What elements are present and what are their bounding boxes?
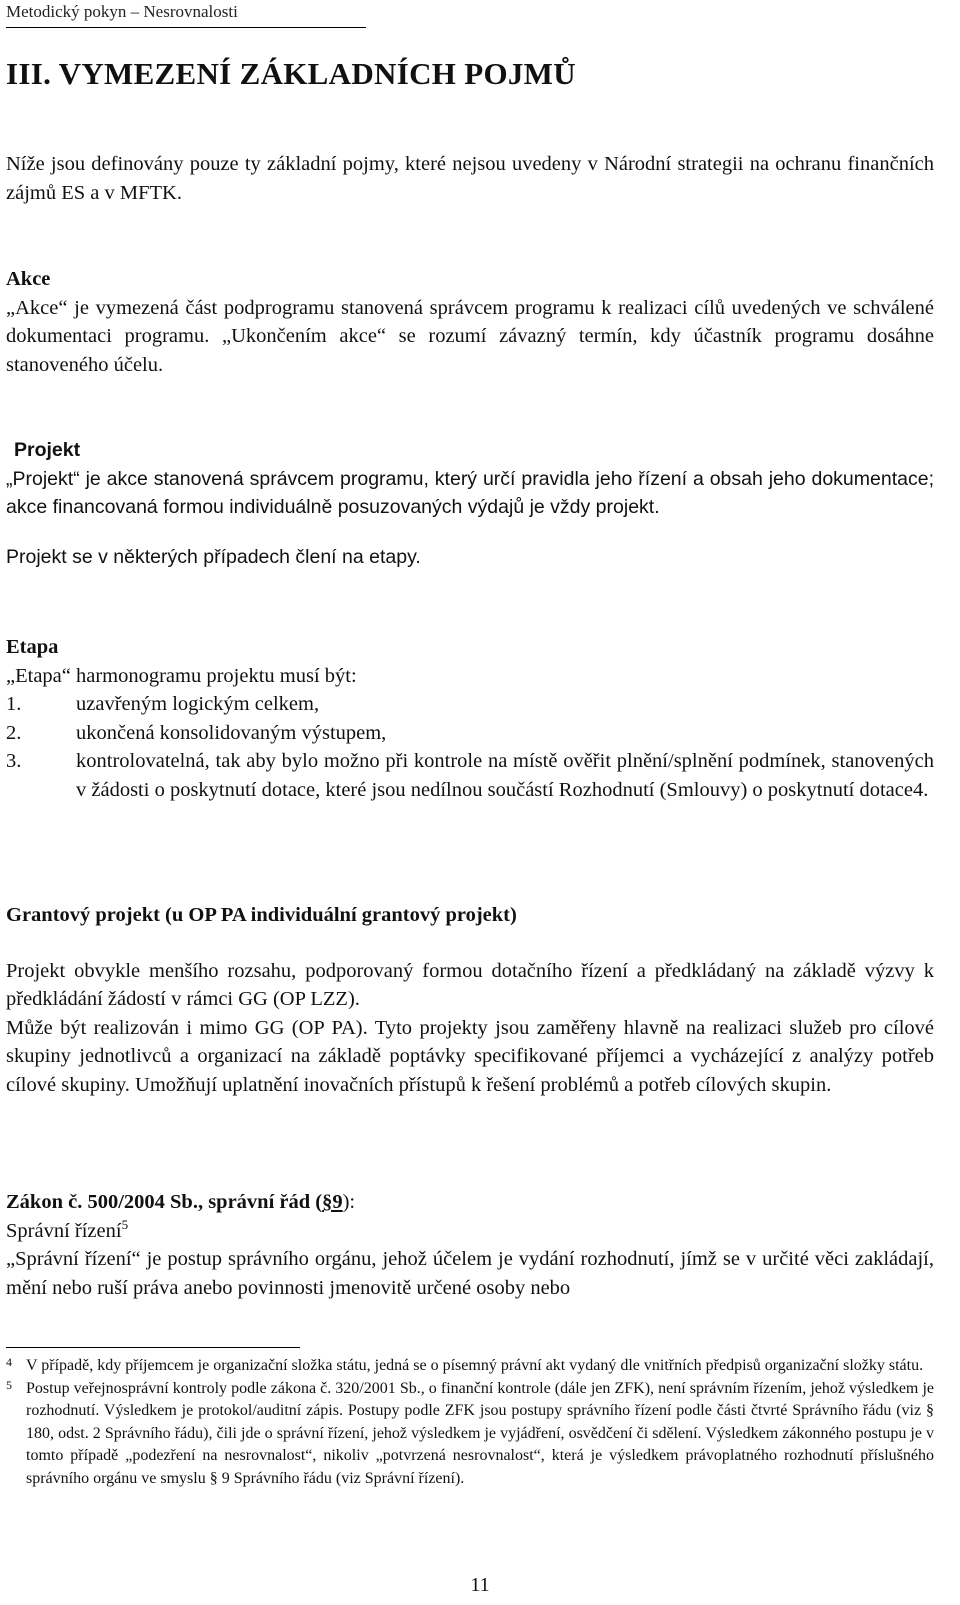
grantovy-text-1: Projekt obvykle menšího rozsahu, podporovaný formou dotačního řízení a předkládaný na základě výzvy k předkládání žádostí v rámci GG (OP LZZ). — [6, 959, 934, 1010]
akce-heading: Akce — [6, 268, 51, 290]
projekt-section — [6, 436, 934, 571]
section-title: III. VYMEZENÍ ZÁKLADNÍCH POJMŮ — [6, 56, 576, 91]
list-text: uzavřeným logickým celkem, — [76, 693, 320, 715]
footnote-text: Postup veřejnosprávní kontroly podle zákona č. 320/2001 Sb., o finanční kontrole (dále jen ZFK), není správním řízením, jehož výsledkem je rozhodnutí. Výsledkem je protokol/auditní zápis. Postupy podle ZFK jsou postupy správního řízení podle části čtvrté Správního řádu (viz § 180, odst. 2 Správního řádu), čili jde o správní řízení, jehož výsledkem je vyjádření, osvědčení či sdělení. Výsledkem zákonného postupu je v tomto případě „podezření na nesrovnalost“, nikoliv „potvrzená nesrovnalost“, která je výsledkem právoplatného rozhodnutí příslušného správního orgánu ve smyslu § 9 Správního řádu (viz Správní řízení). — [26, 1379, 934, 1487]
grantovy-section — [6, 901, 934, 1099]
projekt-heading: Projekt — [14, 439, 81, 461]
footnote — [6, 1378, 934, 1491]
etapa-intro: „Etapa“ harmonogramu projektu musí být: — [6, 664, 357, 687]
grantovy-heading: Grantový projekt (u OP PA individuální grantový projekt) — [6, 904, 517, 926]
zakon-subheading — [6, 1217, 934, 1246]
projekt-text-2: Projekt se v některých případech člení na etapy. — [6, 545, 421, 568]
zakon-heading-mid: , správní řád ( — [197, 1191, 323, 1213]
zakon-heading — [6, 1188, 934, 1217]
akce-text: „Akce“ je vymezená část podprogramu stanovená správcem programu k realizaci cílů uvedených ve schválené dokumentaci programu. „Ukončením akce“ se rozumí závazný termín, kdy účastník programu dosáhne stanoveného účelu. — [6, 296, 934, 376]
footnote-rule — [6, 1347, 300, 1348]
footnote — [6, 1355, 934, 1378]
page-number: 11 — [470, 1574, 490, 1596]
zakon-heading-law: Zákon č. 500/2004 Sb. — [6, 1191, 198, 1213]
list-text: kontrolovatelná, tak aby bylo možno při kontrole na místě ověřit plnění/splnění podmínek, stanovených v žádosti o poskytnutí dotace, které jsou nedílnou součástí Rozhodnutí (Smlouvy) o poskytnutí dotace4. — [76, 750, 934, 801]
list-item — [6, 747, 934, 804]
footnotes — [6, 1355, 934, 1490]
zakon-heading-end: ): — [342, 1191, 356, 1213]
footnote-number: 4 — [6, 1355, 12, 1369]
zakon-subheading-text: Správní řízení — [6, 1219, 122, 1242]
footnote-ref: 5 — [121, 1216, 129, 1232]
list-number: 2. — [6, 721, 22, 744]
list-number: 1. — [6, 693, 22, 715]
list-item — [6, 719, 934, 748]
akce-section — [6, 265, 934, 379]
grantovy-text-2: Může být realizován i mimo GG (OP PA). Tyto projekty jsou zaměřeny hlavně na realizaci služeb pro cílové skupiny jednotlivců a organizací na základě poptávky specifikované příjemci a vycházející z analýzy potřeb cílové skupiny. Umožňují uplatnění inovačních přístupů k řešení problémů a potřeb cílových skupin. — [6, 1016, 934, 1096]
etapa-section — [6, 633, 934, 804]
footnote-text: V případě, kdy příjemcem je organizační složka státu, jedná se o písemný právní akt vydaný dle vnitřních předpisů organizační složky státu. — [26, 1357, 924, 1374]
running-header: Metodický pokyn – Nesrovnalosti — [6, 0, 366, 28]
list-item — [6, 690, 934, 719]
etapa-heading: Etapa — [6, 636, 59, 658]
projekt-text: „Projekt“ je akce stanovená správcem programu, který určí pravidla jeho řízení a obsah jeho dokumentace; akce financovaná formou individuálně posuzovaných výdajů je vždy projekt. — [6, 467, 934, 518]
footnote-number: 5 — [6, 1377, 12, 1392]
intro-paragraph: Níže jsou definovány pouze ty základní pojmy, které nejsou uvedeny v Národní strategii na ochranu finančních zájmů ES a v MFTK. — [6, 153, 934, 204]
list-number: 3. — [6, 750, 22, 772]
zakon-text: „Správní řízení“ je postup správního orgánu, jehož účelem je vydání rozhodnutí, jímž se v určité věci zakládají, mění nebo ruší práva anebo povinnosti jmenovitě určené osoby nebo — [6, 1248, 934, 1299]
zakon-heading-paragraph: §9 — [322, 1191, 343, 1213]
zakon-section — [6, 1188, 934, 1302]
list-text: ukončená konsolidovaným výstupem, — [76, 721, 387, 744]
